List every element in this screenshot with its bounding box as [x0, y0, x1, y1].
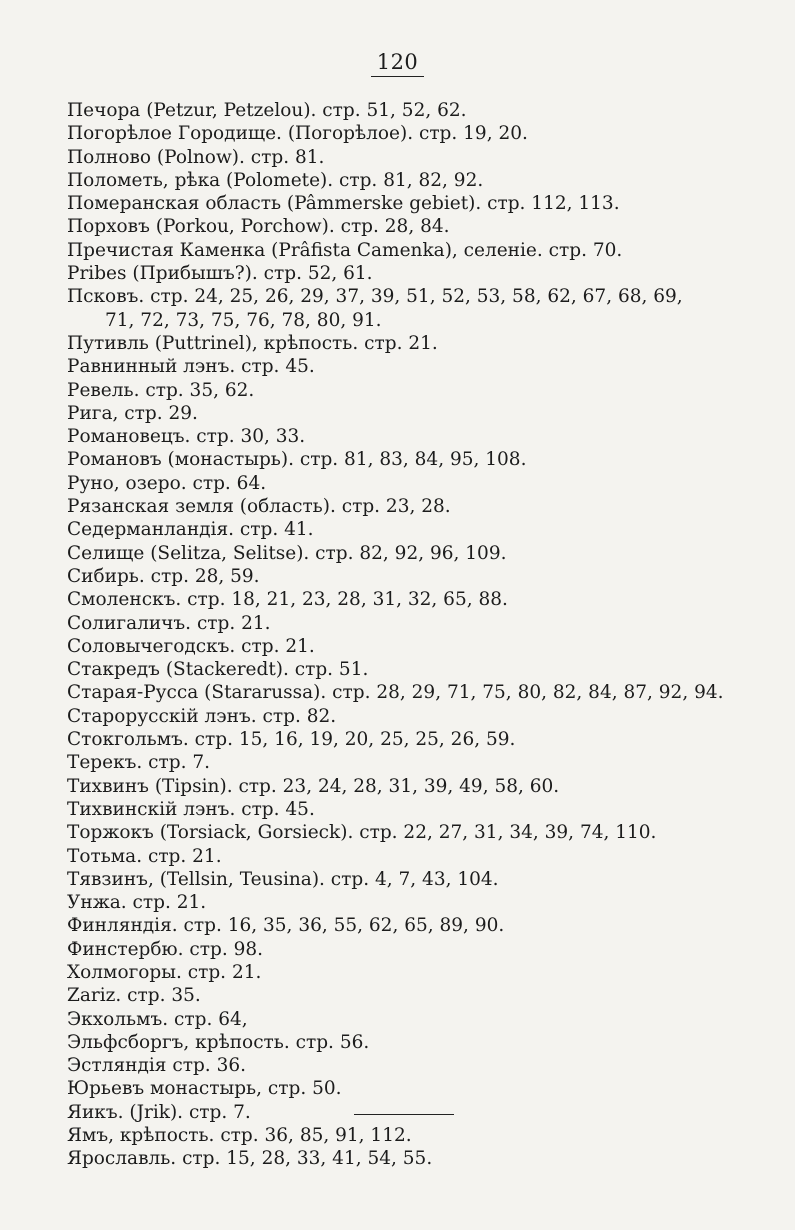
index-entry: Померанская область (Pâmmerske gebiet). стр. 112, 113.	[67, 193, 620, 215]
index-entry: Селище (Selitza, Selitse). стр. 82, 92, 96, 109.	[67, 542, 507, 564]
index-entry: Порховъ (Porkou, Porchow). стр. 28, 84.	[67, 216, 450, 238]
index-entry: Эстляндія стр. 36.	[67, 1055, 246, 1077]
index-entry: Zariz. стр. 35.	[67, 985, 201, 1007]
index-entry: Седерманландія. стр. 41.	[67, 519, 314, 541]
index-entry: Эльфсборгъ, крѣпость. стр. 56.	[67, 1031, 370, 1053]
index-entry: Финляндія. стр. 16, 35, 36, 55, 62, 65, 89, 90.	[67, 915, 505, 937]
index-entry: Юрьевъ монастырь, стр. 50.	[67, 1078, 342, 1100]
index-entry: Пречистая Каменка (Prâfista Camenka), селеніе. стр. 70.	[67, 239, 623, 261]
index-entry: Равнинный лэнъ. стр. 45.	[67, 356, 315, 378]
index-entry: Тихвинскій лэнъ. стр. 45.	[67, 798, 315, 820]
index-entry: Смоленскъ. стр. 18, 21, 23, 28, 31, 32, 65, 88.	[67, 589, 508, 611]
index-entry: Старая-Русса (Stararussa). стр. 28, 29, 71, 75, 80, 82, 84, 87, 92, 94.	[67, 682, 724, 704]
index-entry: Стокгольмъ. стр. 15, 16, 19, 20, 25, 25, 26, 59.	[67, 729, 516, 751]
index-entry: Руно, озеро. стр. 64.	[67, 472, 267, 494]
index-entry: Стакредъ (Stackeredt). стр. 51.	[67, 659, 369, 681]
index-entry: Тотьма. стр. 21.	[67, 845, 222, 867]
index-entry: Путивль (Puttrinel), крѣпость. стр. 21.	[67, 332, 438, 354]
index-entry: Соловычегодскъ. стр. 21.	[67, 635, 315, 657]
page-number: 120	[371, 50, 425, 77]
index-entry: Сибирь. стр. 28, 59.	[67, 565, 260, 587]
index-entry: Тявзинъ, (Tellsin, Teusina). стр. 4, 7, 43, 104.	[67, 868, 499, 890]
page-header	[0, 50, 795, 77]
geographic-index-list	[67, 99, 767, 1171]
index-entry: Терекъ. стр. 7.	[67, 752, 211, 774]
index-entry: Рязанская земля (область). стр. 23, 28.	[67, 496, 451, 518]
index-entry: Ямъ, крѣпость. стр. 36, 85, 91, 112.	[67, 1125, 412, 1147]
index-entry: Погорѣлое Городище. (Погорѣлое). стр. 19, 20.	[67, 123, 528, 145]
index-entry: Рига, стр. 29.	[67, 402, 198, 424]
index-entry: Финстербю. стр. 98.	[67, 938, 264, 960]
index-entry: Псковъ. стр. 24, 25, 26, 29, 37, 39, 51, 52, 53, 58, 62, 67, 68, 69,	[67, 286, 683, 308]
index-entry: Солигаличъ. стр. 21.	[67, 612, 271, 634]
index-entry: Романовецъ. стр. 30, 33.	[67, 426, 306, 448]
index-entry: Pribes (Прибышъ?). стр. 52, 61.	[67, 263, 373, 285]
index-entry: Унжа. стр. 21.	[67, 892, 207, 914]
index-entry: Холмогоры. стр. 21.	[67, 961, 262, 983]
index-entry: Романовъ (монастырь). стр. 81, 83, 84, 95, 108.	[67, 449, 527, 471]
end-rule	[354, 1114, 454, 1115]
index-entry-continuation: 71, 72, 73, 75, 76, 78, 80, 91.	[105, 309, 382, 331]
index-entry: Печора (Petzur, Petzelou). стр. 51, 52, 62.	[67, 100, 467, 121]
index-entry: Торжокъ (Torsiack, Gorsieck). стр. 22, 27, 31, 34, 39, 74, 110.	[67, 822, 657, 844]
index-entry: Полново (Polnow). стр. 81.	[67, 146, 325, 168]
index-entry: Яикъ. (Jrik). стр. 7.	[67, 1101, 251, 1123]
index-entry: Старорусскій лэнъ. стр. 82.	[67, 705, 337, 727]
index-entry: Ярославль. стр. 15, 28, 33, 41, 54, 55.	[67, 1148, 433, 1170]
index-entry: Экхольмъ. стр. 64,	[67, 1008, 248, 1030]
index-entry: Полометь, рѣка (Polomete). стр. 81, 82, 92.	[67, 169, 484, 191]
index-entry: Тихвинъ (Tipsin). стр. 23, 24, 28, 31, 39, 49, 58, 60.	[67, 775, 560, 797]
index-entry: Ревель. стр. 35, 62.	[67, 379, 255, 401]
